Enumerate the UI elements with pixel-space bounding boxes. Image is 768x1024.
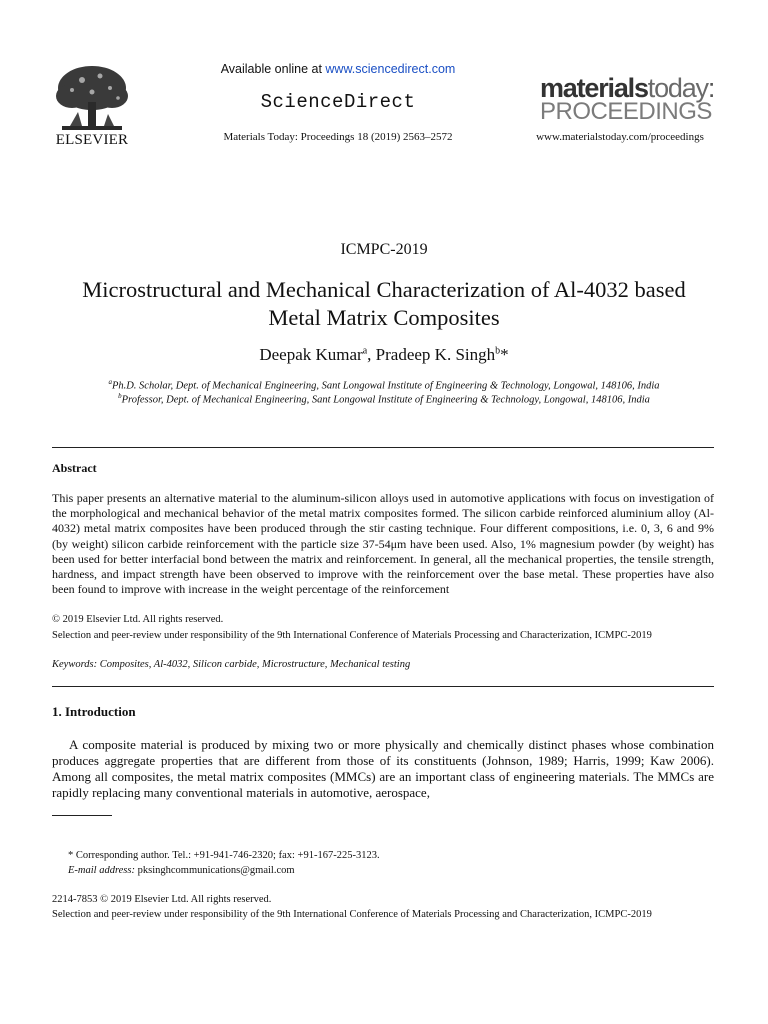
availability-line <box>160 62 516 76</box>
issn-copyright: 2214-7853 © 2019 Elsevier Ltd. All rights reserved. <box>52 894 272 905</box>
sciencedirect-link[interactable]: www.sciencedirect.com <box>325 62 456 76</box>
author-separator: , <box>367 345 376 364</box>
author-list <box>0 345 768 365</box>
affil-b-text: Professor, Dept. of Mechanical Engineering, Sant Longowal Institute of Engineering & Technology, Longowal, 148106, India <box>121 394 650 406</box>
platform-name: ScienceDirect <box>260 91 416 113</box>
affiliation-b <box>20 392 748 406</box>
availability-prefix: Available online at <box>220 62 326 76</box>
journal-url[interactable]: www.materialstoday.com/proceedings <box>536 131 704 143</box>
intro-text: A composite material is produced by mixing two or more physically and chemically distinct phases whose combination produces aggregate properties that are different from those of its constituents (Johnson, 1989; Harris, 1999; Kaw 2006). Among all composites, the metal matrix composites (MMCs) are an important class of engineering materials. The MMCs are rapidly replacing many conventional materials in automotive, aerospace, <box>52 737 714 800</box>
affil-b-mark: b <box>118 392 122 400</box>
brand-proceedings: PROCEEDINGS <box>540 98 712 125</box>
journal-reference: Materials Today: Proceedings 18 (2019) 2563–2572 <box>223 131 453 143</box>
divider-bottom <box>52 686 714 687</box>
divider-top <box>52 447 714 448</box>
materials-today-logo <box>540 73 715 125</box>
conference-name: ICMPC-2019 <box>340 241 428 258</box>
author-1: Deepak Kumar <box>259 345 363 364</box>
paper-title <box>40 276 728 332</box>
abstract-text: This paper presents an alternative material to the aluminum-silicon alloys used in automotive applications with focus on investigation of the morphological and mechanical behavior of the metal matrix composites formed. The silicon carbide reinforced aluminium alloy (Al-4032) metal matrix composites have been produced through the stir casting technique. Four different compositions, i.e. 0, 3, 6 and 9% (by weight) silicon carbide reinforcement with the particle size 37-54μm have been used. Also, 1% magnesium powder (by weight) has been used for better interfacial bond between the matrix and reinforcement. In general, all the mechanical properties, the tensile strength, hardness, and impact strength have been observed to improve with the reinforcement over the base metal. These properties have also been found to improve with increase in the weight percentage of the reinforcement <box>52 491 714 597</box>
author-2: Pradeep K. Singh <box>375 345 496 364</box>
email-address[interactable]: pksinghcommunications@gmail.com <box>134 865 295 876</box>
keywords: Keywords: Composites, Al-4032, Silicon carbide, Microstructure, Mechanical testing <box>52 659 411 670</box>
publisher-name: ELSEVIER <box>55 132 129 148</box>
email-line <box>68 865 295 876</box>
brand-today: today <box>647 73 708 103</box>
abstract-heading: Abstract <box>52 461 97 475</box>
title-line-2: Metal Matrix Composites <box>268 305 500 330</box>
brand-colon: : <box>707 73 715 103</box>
footer-peer-review: Selection and peer-review under responsibility of the 9th International Conference of Materials Processing and Characterization, ICMPC-2019 <box>52 909 652 920</box>
email-label: E-mail address: <box>68 865 135 876</box>
author-2-affil-mark: b <box>495 345 501 357</box>
affil-a-mark: a <box>108 378 112 386</box>
author-1-affil-mark: a <box>362 345 368 357</box>
corresponding-author-note: * Corresponding author. Tel.: +91-941-746-2320; fax: +91-167-225-3123. <box>68 850 380 861</box>
corresponding-mark: * <box>500 345 509 364</box>
brand-materials: materials <box>540 73 648 103</box>
intro-heading: 1. Introduction <box>52 704 136 719</box>
abstract-copyright: © 2019 Elsevier Ltd. All rights reserved. <box>52 614 224 625</box>
title-line-1: Microstructural and Mechanical Characterization of Al-4032 based <box>82 277 686 302</box>
affiliation-a <box>20 378 748 392</box>
footnote-rule <box>52 815 112 816</box>
affil-a-text: Ph.D. Scholar, Dept. of Mechanical Engineering, Sant Longowal Institute of Engineering & Technology, Longowal, 148106, India <box>111 380 660 392</box>
abstract-peer-review: Selection and peer-review under responsibility of the 9th International Conference of Materials Processing and Characterization, ICMPC-2019 <box>52 630 652 641</box>
